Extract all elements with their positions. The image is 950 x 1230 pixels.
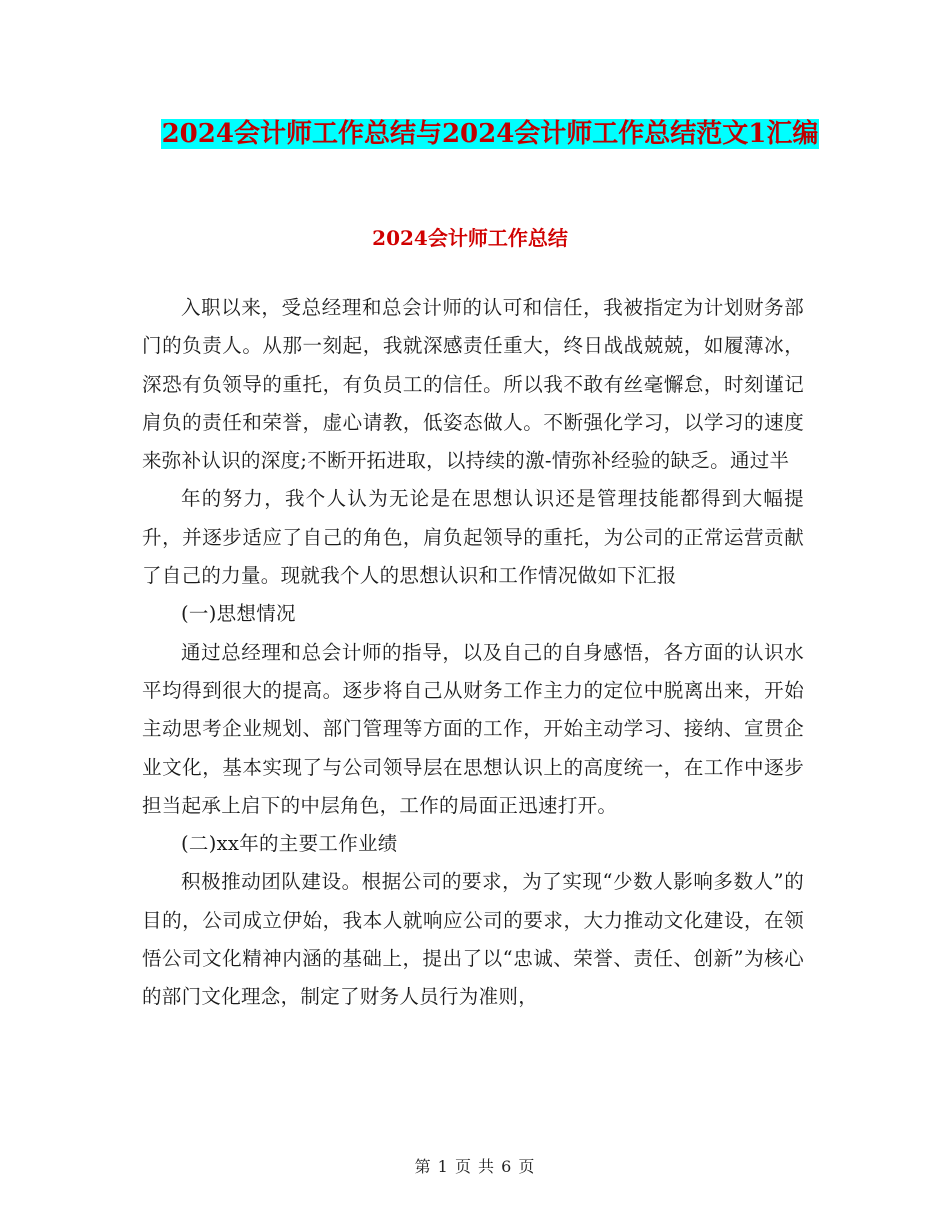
paragraph: 年的努力，我个人认为无论是在思想认识还是管理技能都得到大幅提升，并逐步适应了自己的角色，肩负起领导的重托，为公司的正常运营贡献了自己的力量。现就我个人的思想认识和工作情况做如下汇报 bbox=[142, 487, 804, 588]
document-body bbox=[142, 289, 804, 1017]
document-title bbox=[140, 112, 840, 156]
subheading: (二)xx年的主要工作业绩 bbox=[181, 832, 398, 856]
paragraph: 入职以来，受总经理和总会计师的认可和信任，我被指定为计划财务部门的负责人。从那一刻起，我就深感责任重大，终日战战兢兢，如履薄冰，深恐有负领导的重托，有负员工的信任。所以我不敢有丝毫懈怠，时刻谨记肩负的责任和荣誉，虚心请教，低姿态做人。不断强化学习，以学习的速度来弥补认识的深度;不断开拓进取，以持续的激-情弥补经验的缺乏。通过半 bbox=[142, 296, 804, 473]
document-title-text: 2024会计师工作总结与2024会计师工作总结范文1汇编 bbox=[161, 119, 819, 149]
subheading: (一)思想情况 bbox=[181, 602, 296, 626]
page-footer: 第 1 页 共 6 页 bbox=[414, 1157, 536, 1176]
paragraph: 积极推动团队建设。根据公司的要求，为了实现“少数人影响多数人”的目的，公司成立伊始，我本人就响应公司的要求，大力推动文化建设，在领悟公司文化精神内涵的基础上，提出了以“忠诚、荣誉、责任、创新”为核心的部门文化理念，制定了财务人员行为准则， bbox=[142, 870, 804, 1009]
paragraph: 通过总经理和总会计师的指导，以及自己的自身感悟，各方面的认识水平均得到很大的提高。逐步将自己从财务工作主力的定位中脱离出来，开始主动思考企业规划、部门管理等方面的工作，开始主动学习、接纳、宣贯企业文化，基本实现了与公司领导层在思想认识上的高度统一，在工作中逐步担当起承上启下的中层角色，工作的局面正迅速打开。 bbox=[142, 640, 804, 817]
section-title: 2024会计师工作总结 bbox=[372, 226, 568, 250]
